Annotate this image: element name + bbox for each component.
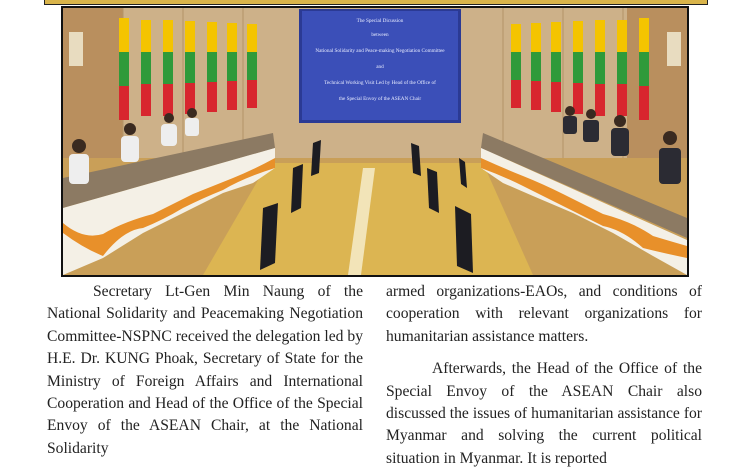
screen-line: between: [371, 32, 389, 38]
top-border-bar: [44, 0, 708, 5]
screen-line: and: [376, 64, 384, 70]
article-column-left: [47, 281, 363, 460]
screen-line: National Solidarity and Peace-making Negotiation Committee: [315, 48, 445, 54]
article-paragraph: Secretary Lt-Gen Min Naung of the National Solidarity and Peacemaking Negotiation Committee-NSPNC received the delegation led by H.E. Dr. KUNG Phoak, Secretary of State for the Ministry of Foreign Affairs and International Cooperation and Head of the Office of the Special Envoy of the ASEAN Chair, at the National Solidarity: [47, 283, 363, 457]
screen-line: Technical Working Visit Led by Head of the Office of: [324, 80, 436, 86]
article-paragraph: armed organizations-EAOs, and conditions of cooperation with relevant organizations for humanitarian assistance matters.: [386, 283, 702, 345]
article-column-right: [386, 281, 702, 470]
screen-line: the Special Envoy of the ASEAN Chair: [338, 96, 422, 102]
meeting-photo: [61, 6, 689, 277]
screen-line: The Special Dicussion: [356, 18, 404, 24]
article-paragraph: Afterwards, the Head of the Office of the Special Envoy of the ASEAN Chair also discussed the issues of humanitarian assistance for Myanmar and solving the current political situation in Myanmar. It is reported: [386, 360, 702, 467]
